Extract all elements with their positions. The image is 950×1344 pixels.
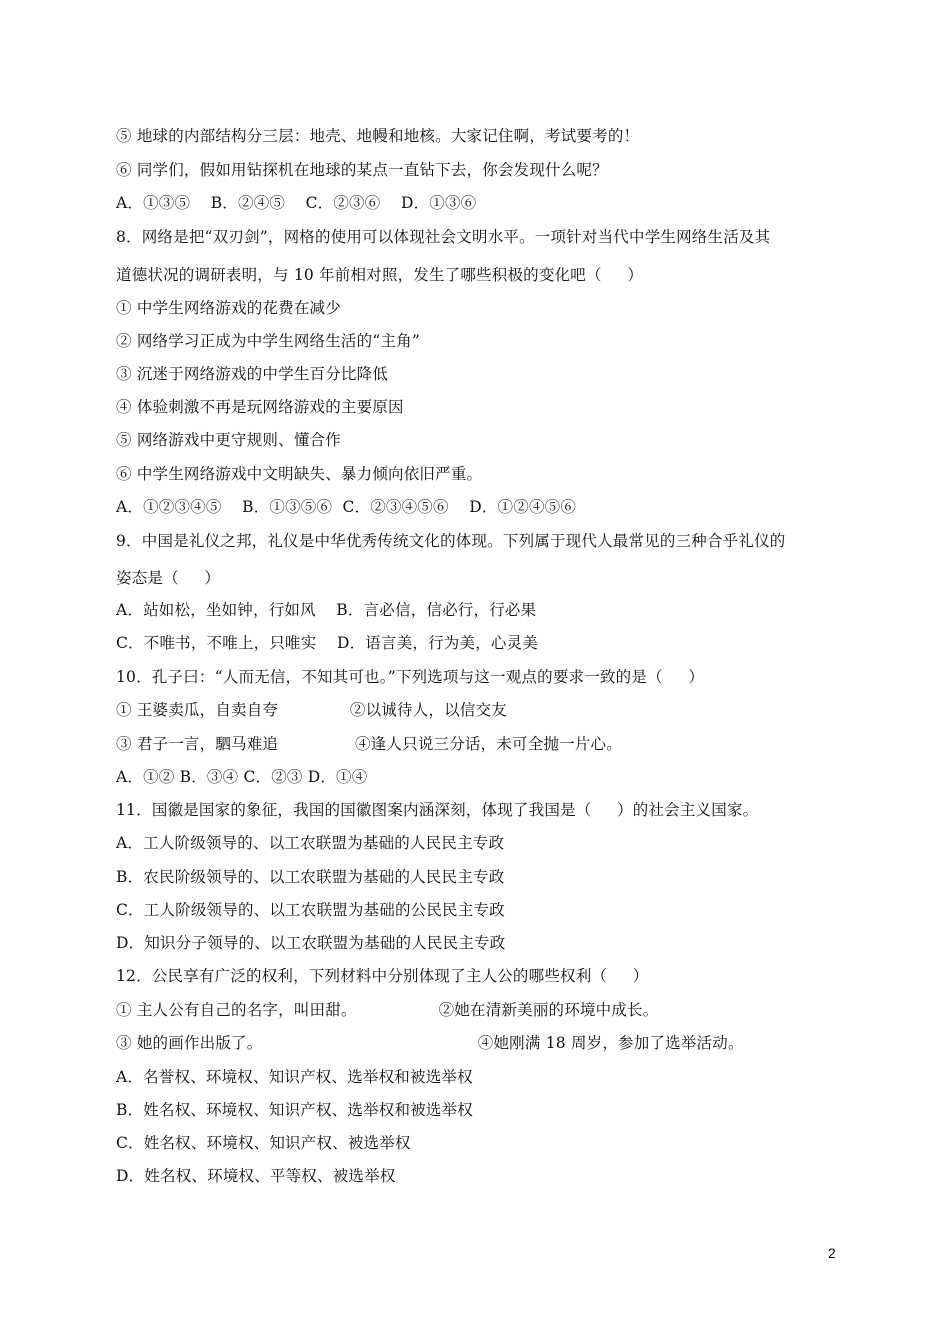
option-a: A．工人阶级领导的、以工农联盟为基础的人民民主专政 xyxy=(116,834,505,852)
text-line: ⑤ 网络游戏中更守规则、懂合作 xyxy=(116,431,341,449)
text-line: ① 王婆卖瓜，自卖自夸 ②以诚待人，以信交友 xyxy=(116,701,507,719)
question-10: 10．孔子曰：“人而无信，不知其可也。”下列选项与这一观点的要求一致的是（ ） xyxy=(116,668,705,686)
option-c: C．工人阶级领导的、以工农联盟为基础的公民民主专政 xyxy=(116,901,505,919)
question-8-cont: 道德状况的调研表明，与 10 年前相对照，发生了哪些积极的变化吧（ ） xyxy=(116,266,644,284)
text-line: ① 中学生网络游戏的花费在减少 xyxy=(116,299,341,317)
answer-options: C．不唯书，不唯上，只唯实 D．语言美，行为美，心灵美 xyxy=(116,634,538,652)
text-line: ③ 她的画作出版了。 ④她刚满 18 周岁，参加了选举活动。 xyxy=(116,1034,744,1052)
answer-options: A．站如松，坐如钟，行如风 B．言必信，信必行，行必果 xyxy=(116,601,537,619)
text-line: ② 网络学习正成为中学生网络生活的“主角” xyxy=(116,332,420,350)
page-number: 2 xyxy=(828,1245,836,1261)
option-c: C．姓名权、环境权、知识产权、被选举权 xyxy=(116,1134,411,1152)
text-line: ⑤ 地球的内部结构分三层：地壳、地幔和地核。大家记住啊，考试要考的！ xyxy=(116,127,640,145)
text-line: ④ 体验刺激不再是玩网络游戏的主要原因 xyxy=(116,398,404,416)
question-8: 8．网络是把“双刃剑”，网格的使用可以体现社会文明水平。一项针对当代中学生网络生活及其 xyxy=(116,228,771,246)
answer-options: A．①② B．③④ C．②③ D．①④ xyxy=(116,768,368,786)
question-11: 11．国徽是国家的象征，我国的国徽图案内涵深刻，体现了我国是（ ）的社会主义国家。 xyxy=(116,801,759,819)
question-12: 12．公民享有广泛的权利，下列材料中分别体现了主人公的哪些权利（ ） xyxy=(116,967,649,985)
option-b: B．姓名权、环境权、知识产权、选举权和被选举权 xyxy=(116,1101,473,1119)
answer-options: A．①②③④⑤ B．①③⑤⑥ C．②③④⑤⑥ D．①②④⑤⑥ xyxy=(116,498,577,516)
option-a: A．名誉权、环境权、知识产权、选举权和被选举权 xyxy=(116,1068,473,1086)
answer-options: A．①③⑤ B．②④⑤ C．②③⑥ D．①③⑥ xyxy=(116,194,477,212)
text-line: ⑥ 同学们，假如用钻探机在地球的某点一直钻下去，你会发现什么呢？ xyxy=(116,161,608,179)
text-line: ③ 君子一言，駟马难追 ④逢人只说三分话，未可全抛一片心。 xyxy=(116,735,622,753)
option-b: B．农民阶级领导的、以工农联盟为基础的人民民主专政 xyxy=(116,868,505,886)
text-line: ⑥ 中学生网络游戏中文明缺失、暴力倾向依旧严重。 xyxy=(116,465,483,483)
question-9-cont: 姿态是（ ） xyxy=(116,569,221,587)
option-d: D．姓名权、环境权、平等权、被选举权 xyxy=(116,1167,396,1185)
text-line: ③ 沉迷于网络游戏的中学生百分比降低 xyxy=(116,365,389,383)
text-line: ① 主人公有自己的名字，叫田甜。 ②她在清新美丽的环境中成长。 xyxy=(116,1001,659,1019)
option-d: D．知识分子领导的、以工农联盟为基础的人民民主专政 xyxy=(116,934,506,952)
question-9: 9．中国是礼仪之邦，礼仪是中华优秀传统文化的体现。下列属于现代人最常见的三种合乎礼仪的 xyxy=(116,532,786,550)
